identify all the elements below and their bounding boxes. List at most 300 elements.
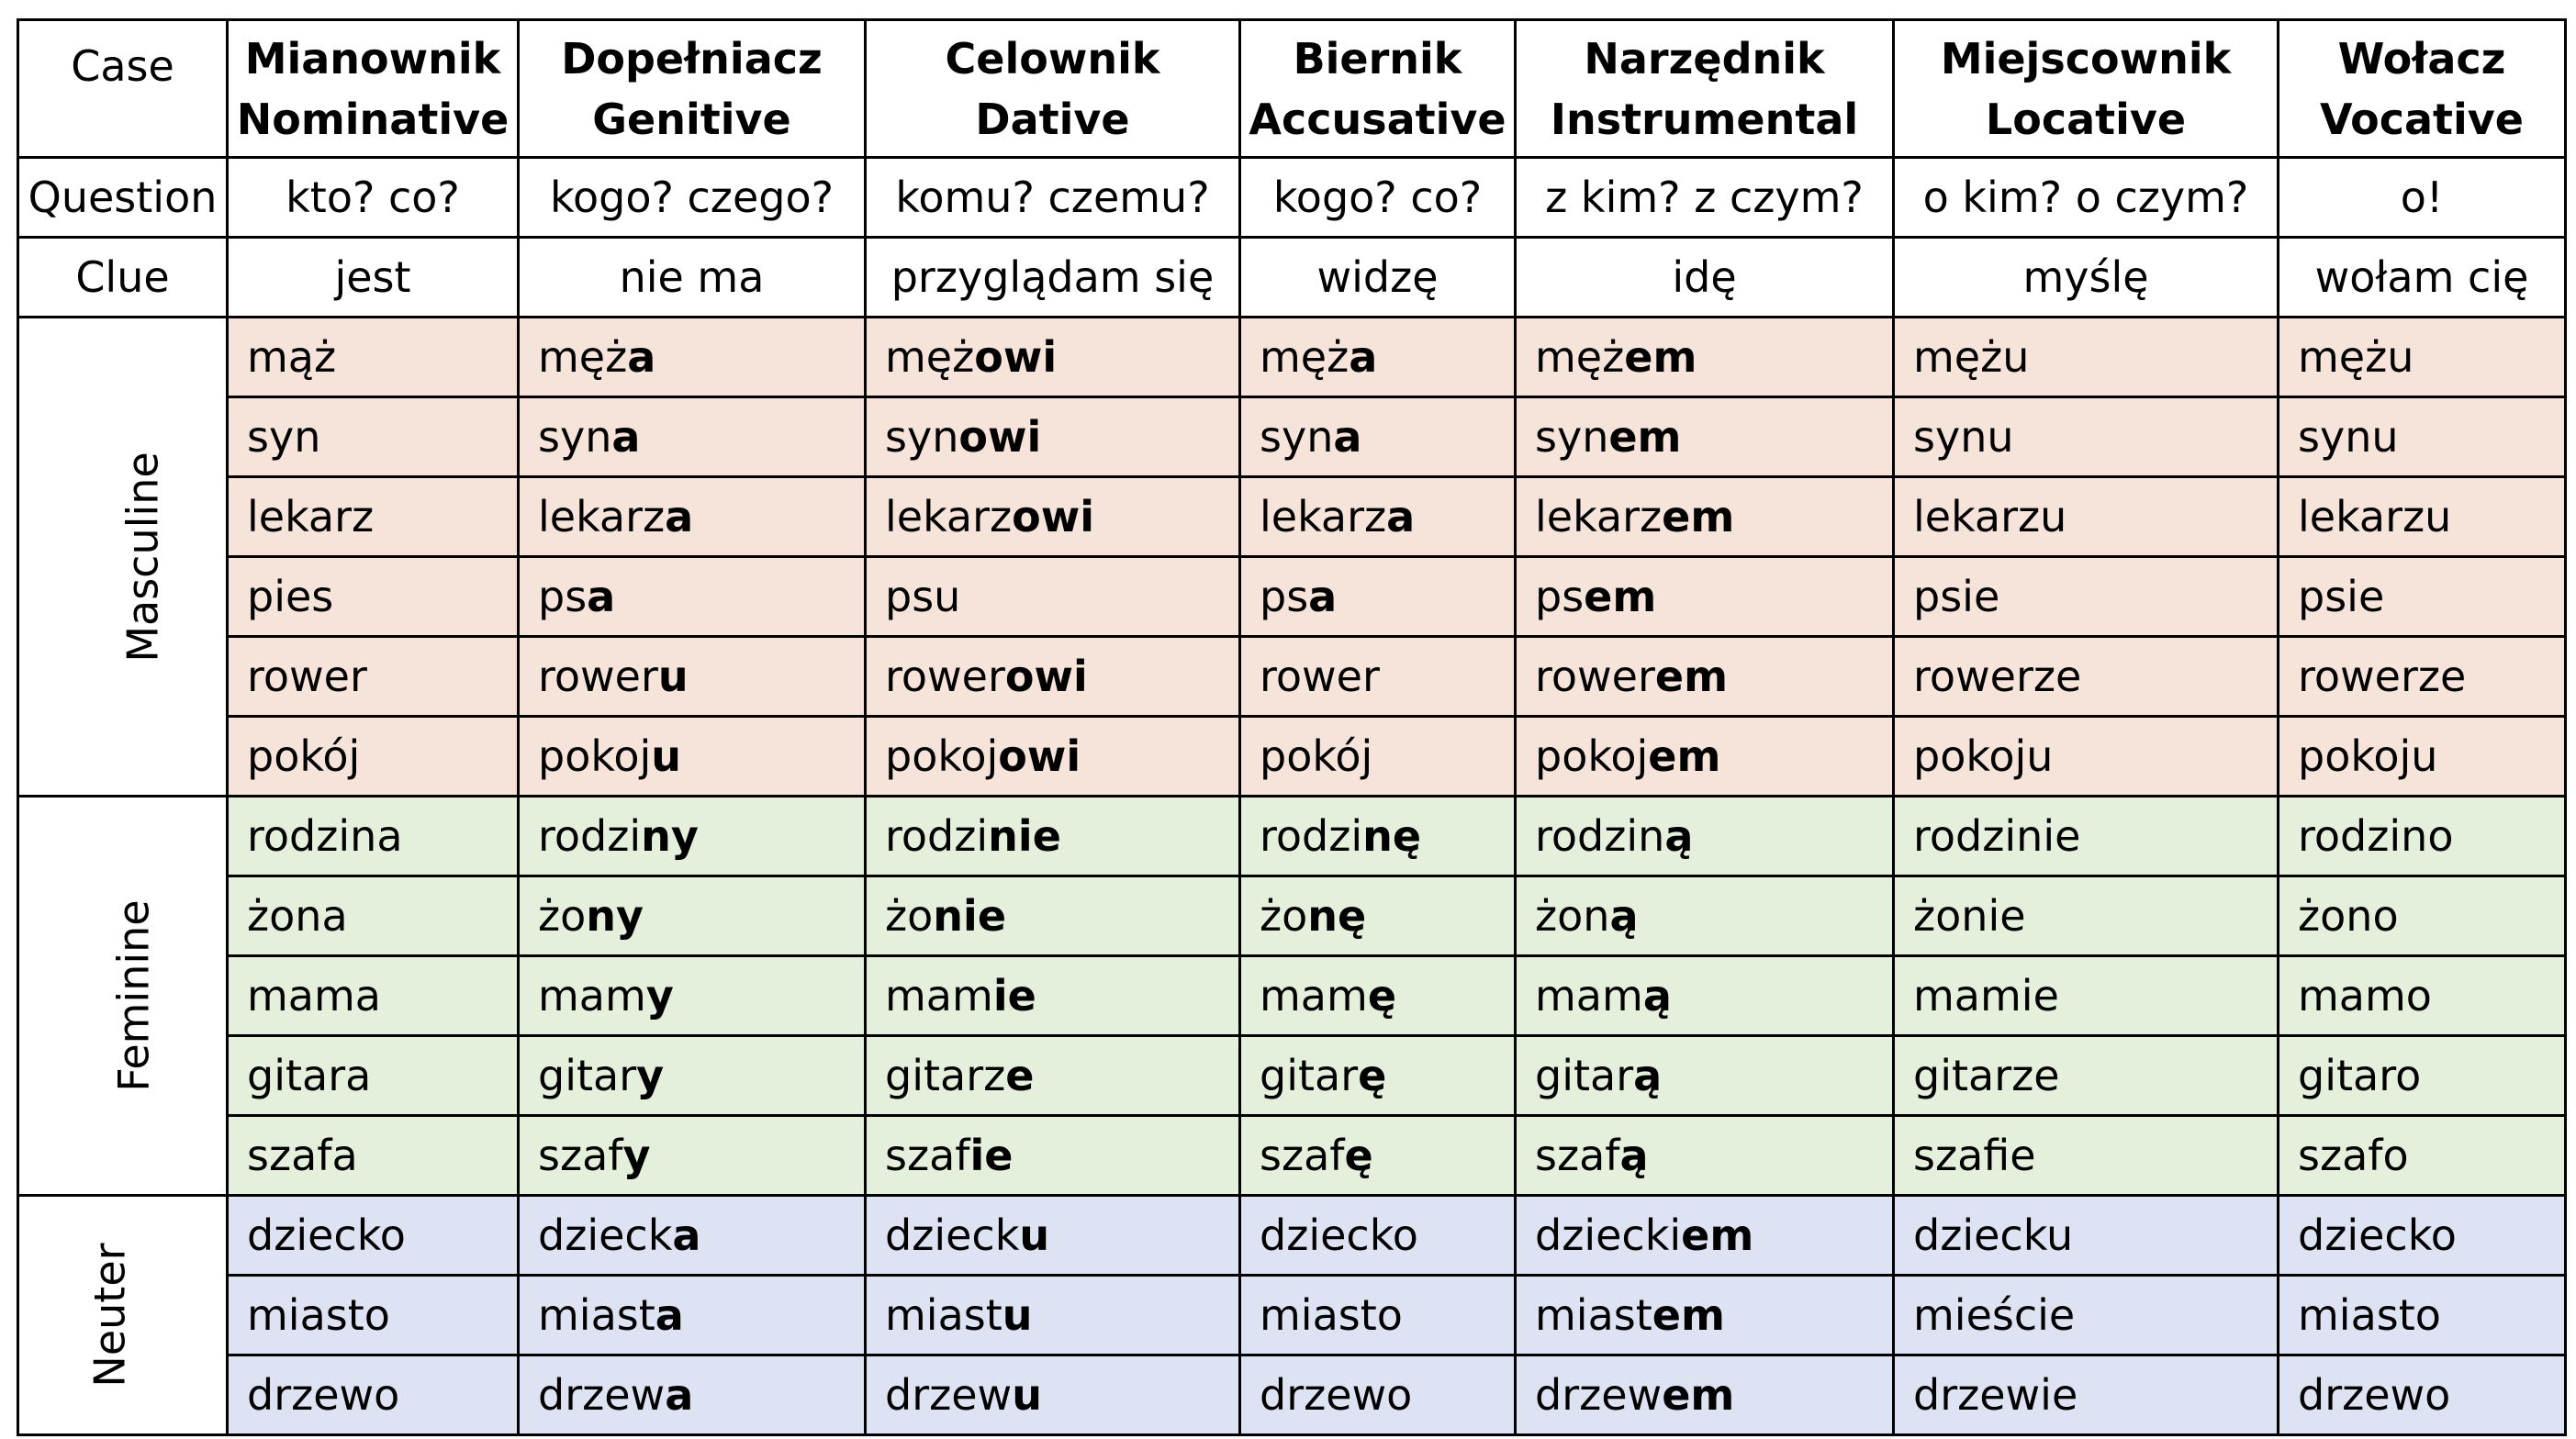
- table-row: [18, 1116, 2566, 1196]
- gender-group-label: [18, 797, 228, 1196]
- word-stem: żonie: [1913, 891, 2026, 941]
- form-cell: [866, 477, 1240, 557]
- word-stem: rower: [247, 652, 367, 701]
- form-cell: [228, 717, 519, 797]
- word-ending: ie: [969, 1131, 1014, 1180]
- word-ending: ny: [641, 811, 699, 861]
- form-cell: [2279, 1355, 2566, 1435]
- word-stem: drzewo: [1260, 1370, 1413, 1420]
- form-cell: [1240, 717, 1516, 797]
- word-ending: u: [651, 731, 682, 781]
- column-header-nominative: [228, 20, 519, 158]
- form-cell: [1240, 318, 1516, 397]
- question-row: [18, 158, 2566, 238]
- form-cell: [1240, 477, 1516, 557]
- form-cell: [519, 956, 866, 1036]
- word-ending: a: [1308, 572, 1338, 621]
- word-stem: lekarz: [885, 492, 1013, 541]
- word-ending: ą: [1664, 811, 1694, 861]
- word-stem: drzew: [1535, 1370, 1663, 1420]
- word-stem: pies: [247, 572, 334, 621]
- form-cell: [1516, 637, 1894, 717]
- clue-cell: widzę: [1240, 238, 1516, 318]
- form-cell: [519, 1116, 866, 1196]
- form-cell: [519, 1355, 866, 1435]
- word-stem: synu: [2298, 412, 2399, 462]
- word-stem: szaf: [885, 1131, 970, 1180]
- table-row: [18, 1036, 2566, 1116]
- form-cell: [228, 1036, 519, 1116]
- word-ending: a: [665, 492, 694, 541]
- word-stem: dziecki: [1535, 1210, 1682, 1260]
- form-cell: [1894, 876, 2279, 956]
- column-header-instrumental: [1516, 20, 1894, 158]
- word-stem: rodzi: [1260, 811, 1363, 861]
- form-cell: [228, 797, 519, 876]
- table-row: [18, 557, 2566, 637]
- word-ending: nę: [1362, 811, 1422, 861]
- word-ending: nie: [933, 891, 1007, 941]
- word-stem: żo: [885, 891, 934, 941]
- question-cell: komu? czemu?: [866, 158, 1240, 238]
- clue-cell: przyglądam się: [866, 238, 1240, 318]
- word-stem: ps: [538, 572, 588, 621]
- word-stem: mamo: [2298, 971, 2432, 1021]
- form-cell: [866, 318, 1240, 397]
- word-stem: pokoj: [885, 731, 999, 781]
- table-row: [18, 637, 2566, 717]
- column-header-polish: Mianownik: [244, 33, 501, 84]
- word-stem: pokoj: [538, 731, 652, 781]
- word-ending: a: [587, 572, 616, 621]
- word-stem: synu: [1913, 412, 2014, 462]
- word-stem: mam: [538, 971, 646, 1021]
- word-stem: rowerze: [2298, 652, 2467, 701]
- question-cell: o kim? o czym?: [1894, 158, 2279, 238]
- word-stem: syn: [247, 412, 321, 462]
- word-ending: ny: [586, 891, 644, 941]
- column-header-english: Vocative: [2320, 94, 2524, 144]
- form-cell: [519, 477, 866, 557]
- word-stem: syn: [1260, 412, 1334, 462]
- column-header-english: Nominative: [236, 94, 510, 144]
- word-stem: pokoj: [1535, 731, 1649, 781]
- form-cell: [228, 557, 519, 637]
- form-cell: [228, 956, 519, 1036]
- form-cell: [519, 876, 866, 956]
- word-stem: rower: [1535, 652, 1655, 701]
- form-cell: [1894, 477, 2279, 557]
- word-stem: psie: [1913, 572, 2000, 621]
- word-stem: drzewo: [2298, 1370, 2451, 1420]
- word-stem: mam: [1535, 971, 1643, 1021]
- word-stem: rodzinie: [1913, 811, 2081, 861]
- clue-cell: wołam cię: [2279, 238, 2566, 318]
- word-ending: em: [1652, 1290, 1725, 1340]
- form-cell: [1240, 1276, 1516, 1355]
- word-stem: dzieck: [885, 1210, 1020, 1260]
- word-stem: mamie: [1913, 971, 2059, 1021]
- form-cell: [1240, 1116, 1516, 1196]
- word-ending: owi: [974, 332, 1058, 382]
- form-cell: [1894, 797, 2279, 876]
- word-stem: żon: [1535, 891, 1610, 941]
- word-stem: gitar: [1535, 1051, 1634, 1100]
- word-stem: lekarzu: [2298, 492, 2452, 541]
- column-header-english: Genitive: [592, 94, 791, 144]
- word-stem: miasto: [1260, 1290, 1403, 1340]
- form-cell: [866, 637, 1240, 717]
- word-stem: dziecko: [1260, 1210, 1418, 1260]
- form-cell: [866, 1036, 1240, 1116]
- word-ending: u: [657, 652, 689, 701]
- word-stem: męż: [885, 332, 975, 382]
- word-ending: y: [622, 1131, 651, 1180]
- word-ending: ą: [1633, 1051, 1663, 1100]
- word-stem: miast: [1535, 1290, 1652, 1340]
- form-cell: [1516, 1355, 1894, 1435]
- form-cell: [1516, 318, 1894, 397]
- form-cell: [866, 717, 1240, 797]
- word-stem: żono: [2298, 891, 2399, 941]
- word-ending: a: [1349, 332, 1378, 382]
- form-cell: [2279, 1276, 2566, 1355]
- word-stem: szaf: [1535, 1131, 1620, 1180]
- word-stem: syn: [538, 412, 612, 462]
- word-stem: dziecku: [1913, 1210, 2074, 1260]
- word-stem: pokój: [1260, 731, 1373, 781]
- column-header-polish: Biernik: [1293, 33, 1462, 84]
- form-cell: [519, 1276, 866, 1355]
- column-header-english: Dative: [975, 94, 1130, 144]
- form-cell: [866, 876, 1240, 956]
- table-row: [18, 876, 2566, 956]
- form-cell: [1516, 876, 1894, 956]
- column-header-locative: [1894, 20, 2279, 158]
- word-stem: gitar: [538, 1051, 637, 1100]
- word-ending: em: [1662, 1370, 1735, 1420]
- column-header-polish: Dopełniacz: [561, 33, 823, 84]
- word-ending: u: [1019, 1210, 1050, 1260]
- form-cell: [2279, 876, 2566, 956]
- word-stem: lekarz: [1535, 492, 1663, 541]
- form-cell: [519, 797, 866, 876]
- table-row: [18, 797, 2566, 876]
- form-cell: [228, 477, 519, 557]
- form-cell: [2279, 797, 2566, 876]
- word-ending: ą: [1609, 891, 1639, 941]
- word-ending: a: [627, 332, 656, 382]
- form-cell: [519, 557, 866, 637]
- table-row: [18, 1276, 2566, 1355]
- word-stem: żo: [538, 891, 587, 941]
- word-ending: em: [1584, 572, 1657, 621]
- word-ending: ę: [1344, 1131, 1373, 1180]
- table-row: [18, 717, 2566, 797]
- form-cell: [2279, 1196, 2566, 1276]
- word-stem: mam: [1260, 971, 1368, 1021]
- word-ending: u: [1012, 1370, 1042, 1420]
- word-stem: syn: [885, 412, 959, 462]
- word-ending: ę: [1358, 1051, 1387, 1100]
- declension-table: [17, 18, 2567, 1436]
- word-ending: em: [1608, 412, 1682, 462]
- word-stem: drzew: [538, 1370, 666, 1420]
- form-cell: [866, 1355, 1240, 1435]
- word-ending: ą: [1619, 1131, 1649, 1180]
- word-stem: miasto: [247, 1290, 390, 1340]
- word-stem: gitaro: [2298, 1051, 2422, 1100]
- form-cell: [1516, 1116, 1894, 1196]
- form-cell: [1240, 876, 1516, 956]
- word-stem: męż: [1260, 332, 1350, 382]
- question-cell: kogo? czego?: [519, 158, 866, 238]
- form-cell: [1516, 956, 1894, 1036]
- word-stem: szafo: [2298, 1131, 2409, 1180]
- word-ending: em: [1662, 492, 1735, 541]
- clue-row: [18, 238, 2566, 318]
- word-ending: u: [1002, 1290, 1033, 1340]
- form-cell: [2279, 717, 2566, 797]
- word-stem: rodzi: [538, 811, 642, 861]
- word-stem: męż: [538, 332, 628, 382]
- word-ending: em: [1654, 652, 1729, 701]
- form-cell: [519, 637, 866, 717]
- word-ending: owi: [1012, 492, 1095, 541]
- form-cell: [1516, 397, 1894, 477]
- word-stem: rodzin: [1535, 811, 1665, 861]
- word-stem: syn: [1535, 412, 1609, 462]
- word-stem: mąż: [247, 332, 337, 382]
- form-cell: [866, 557, 1240, 637]
- form-cell: [1516, 1036, 1894, 1116]
- word-stem: drzew: [885, 1370, 1013, 1420]
- table-row: [18, 956, 2566, 1036]
- table-row: [18, 1355, 2566, 1435]
- word-ending: owi: [958, 412, 1042, 462]
- form-cell: [228, 637, 519, 717]
- question-label: Question: [18, 158, 228, 238]
- form-cell: [1894, 956, 2279, 1036]
- form-cell: [519, 1036, 866, 1116]
- clue-cell: jest: [228, 238, 519, 318]
- form-cell: [1516, 557, 1894, 637]
- word-stem: drzewo: [247, 1370, 400, 1420]
- clue-cell: myślę: [1894, 238, 2279, 318]
- form-cell: [519, 717, 866, 797]
- case-header: Case: [18, 20, 228, 158]
- form-cell: [866, 397, 1240, 477]
- word-stem: rodzino: [2298, 811, 2454, 861]
- word-ending: owi: [998, 731, 1081, 781]
- word-stem: ps: [1260, 572, 1309, 621]
- word-stem: mężu: [1913, 332, 2030, 382]
- form-cell: [1516, 1196, 1894, 1276]
- word-stem: rodzina: [247, 811, 403, 861]
- word-stem: gitara: [247, 1051, 372, 1100]
- form-cell: [1240, 557, 1516, 637]
- word-ending: a: [611, 412, 641, 462]
- word-ending: y: [636, 1051, 665, 1100]
- form-cell: [1894, 1196, 2279, 1276]
- form-cell: [866, 797, 1240, 876]
- word-stem: mieście: [1913, 1290, 2076, 1340]
- form-cell: [1894, 557, 2279, 637]
- header-row: [18, 20, 2566, 158]
- word-stem: szafie: [1913, 1131, 2036, 1180]
- word-stem: psie: [2298, 572, 2385, 621]
- word-stem: gitarze: [1913, 1051, 2060, 1100]
- column-header-english: Accusative: [1249, 94, 1506, 144]
- word-ending: ę: [1367, 971, 1397, 1021]
- word-stem: rower: [885, 652, 1005, 701]
- gender-label-text: Feminine: [108, 899, 159, 1092]
- form-cell: [1516, 477, 1894, 557]
- form-cell: [1240, 797, 1516, 876]
- question-cell: o!: [2279, 158, 2566, 238]
- form-cell: [2279, 397, 2566, 477]
- column-header-genitive: [519, 20, 866, 158]
- form-cell: [1240, 1196, 1516, 1276]
- form-cell: [2279, 318, 2566, 397]
- word-ending: e: [1005, 1051, 1035, 1100]
- word-stem: lekarz: [538, 492, 666, 541]
- form-cell: [1240, 1355, 1516, 1435]
- column-header-english: Instrumental: [1550, 94, 1859, 144]
- column-header-accusative: [1240, 20, 1516, 158]
- word-stem: mam: [885, 971, 993, 1021]
- word-stem: drzewie: [1913, 1370, 2078, 1420]
- word-stem: rowerze: [1913, 652, 2082, 701]
- word-ending: nie: [988, 811, 1061, 861]
- column-header-polish: Miejscownik: [1940, 33, 2232, 84]
- word-stem: dzieck: [538, 1210, 673, 1260]
- form-cell: [1894, 1116, 2279, 1196]
- form-cell: [1894, 637, 2279, 717]
- column-header-vocative: [2279, 20, 2566, 158]
- column-header-dative: [866, 20, 1240, 158]
- word-stem: rower: [538, 652, 658, 701]
- word-stem: pokój: [247, 731, 361, 781]
- form-cell: [1894, 1355, 2279, 1435]
- word-stem: miast: [885, 1290, 1002, 1340]
- form-cell: [228, 318, 519, 397]
- word-ending: a: [1386, 492, 1416, 541]
- word-stem: ps: [1535, 572, 1585, 621]
- word-ending: em: [1624, 332, 1697, 382]
- form-cell: [1894, 397, 2279, 477]
- clue-cell: nie ma: [519, 238, 866, 318]
- word-ending: owi: [1004, 652, 1088, 701]
- column-header-polish: Narzędnik: [1584, 33, 1825, 84]
- form-cell: [2279, 637, 2566, 717]
- word-stem: miast: [538, 1290, 655, 1340]
- form-cell: [1240, 956, 1516, 1036]
- word-stem: gitarz: [885, 1051, 1006, 1100]
- form-cell: [2279, 1036, 2566, 1116]
- word-ending: a: [672, 1210, 701, 1260]
- form-cell: [2279, 477, 2566, 557]
- form-cell: [1516, 1276, 1894, 1355]
- word-ending: ie: [992, 971, 1036, 1021]
- word-ending: em: [1648, 731, 1721, 781]
- form-cell: [228, 1276, 519, 1355]
- declension-table-container: [17, 18, 2567, 1436]
- form-cell: [228, 1116, 519, 1196]
- table-body: [18, 158, 2566, 1435]
- form-cell: [2279, 956, 2566, 1036]
- form-cell: [228, 1355, 519, 1435]
- question-cell: kogo? co?: [1240, 158, 1516, 238]
- word-stem: lekarzu: [1913, 492, 2067, 541]
- table-row: [18, 1196, 2566, 1276]
- form-cell: [519, 1196, 866, 1276]
- table-row: [18, 397, 2566, 477]
- clue-cell: idę: [1516, 238, 1894, 318]
- gender-group-label: [18, 318, 228, 797]
- form-cell: [1894, 1036, 2279, 1116]
- gender-label-text: Masculine: [118, 451, 168, 663]
- column-header-english: Locative: [1985, 94, 2187, 144]
- form-cell: [1240, 637, 1516, 717]
- word-stem: dziecko: [2298, 1210, 2457, 1260]
- word-stem: szaf: [538, 1131, 623, 1180]
- word-stem: męż: [1535, 332, 1625, 382]
- word-stem: lekarz: [247, 492, 375, 541]
- word-stem: gitar: [1260, 1051, 1359, 1100]
- table-row: [18, 318, 2566, 397]
- word-stem: rower: [1260, 652, 1380, 701]
- word-ending: nę: [1307, 891, 1367, 941]
- form-cell: [866, 1196, 1240, 1276]
- form-cell: [866, 956, 1240, 1036]
- word-ending: ą: [1642, 971, 1672, 1021]
- column-header-polish: Celownik: [945, 33, 1160, 84]
- word-stem: żona: [247, 891, 348, 941]
- gender-group-label: [18, 1196, 228, 1435]
- form-cell: [1894, 318, 2279, 397]
- clue-label: Clue: [18, 238, 228, 318]
- form-cell: [2279, 1116, 2566, 1196]
- word-stem: mężu: [2298, 332, 2414, 382]
- form-cell: [866, 1276, 1240, 1355]
- form-cell: [228, 397, 519, 477]
- word-stem: pokoju: [2298, 731, 2438, 781]
- word-stem: miasto: [2298, 1290, 2441, 1340]
- word-ending: a: [655, 1290, 684, 1340]
- question-cell: z kim? z czym?: [1516, 158, 1894, 238]
- word-ending: y: [645, 971, 674, 1021]
- form-cell: [866, 1116, 1240, 1196]
- column-header-polish: Wołacz: [2337, 33, 2506, 84]
- gender-label-text: Neuter: [84, 1243, 135, 1388]
- form-cell: [228, 1196, 519, 1276]
- form-cell: [519, 397, 866, 477]
- word-stem: rodzi: [885, 811, 989, 861]
- form-cell: [2279, 557, 2566, 637]
- word-stem: psu: [885, 572, 961, 621]
- word-stem: szafa: [247, 1131, 358, 1180]
- form-cell: [1240, 1036, 1516, 1116]
- form-cell: [519, 318, 866, 397]
- word-ending: a: [1333, 412, 1362, 462]
- form-cell: [1894, 717, 2279, 797]
- word-stem: pokoju: [1913, 731, 2054, 781]
- word-stem: dziecko: [247, 1210, 406, 1260]
- form-cell: [1516, 797, 1894, 876]
- word-stem: szaf: [1260, 1131, 1345, 1180]
- word-stem: lekarz: [1260, 492, 1387, 541]
